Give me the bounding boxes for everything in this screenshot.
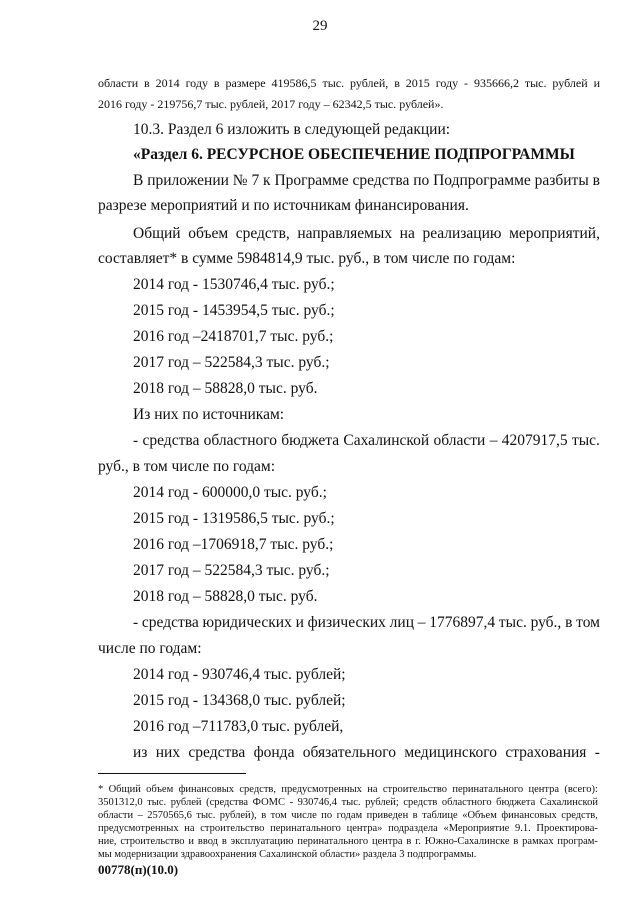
text-line: 2014 год - 600000,0 тыс. руб.;	[133, 484, 327, 501]
footnote-line: 3501312,0 тыс. рублей (средства ФОМС - 930746,4 тыс. рублей; средств областного бюджета Сахалинской	[98, 797, 598, 808]
text-line: области в 2014 году в размере 419586,5 тыс. рублей, в 2015 году - 935666,2 тыс. рублей и	[98, 76, 600, 90]
text-line: 2017 год – 522584,3 тыс. руб.;	[133, 354, 330, 371]
text-line: 10.3. Раздел 6 изложить в следующей редакции:	[133, 121, 451, 138]
footnote-line: * Общий объем финансовых средств, предусмотренных на строительство перинатального центра (всего):	[98, 784, 598, 795]
text-line: 2018 год – 58828,0 тыс. руб.	[133, 588, 318, 605]
text-line: 2017 год – 522584,3 тыс. руб.;	[133, 562, 330, 579]
text-line: 2016 год –1706918,7 тыс. руб.;	[133, 536, 334, 553]
footnote-line: области – 2570565,6 тыс. рублей), в том числе по годам приведен в таблице «Объем финансовых средств,	[98, 810, 598, 821]
text-line: 2016 год –2418701,7 тыс. руб.;	[133, 328, 334, 345]
text-line: 2016 год –711783,0 тыс. рублей,	[133, 718, 344, 735]
footnote-separator	[98, 773, 246, 774]
text-line: «Раздел 6. РЕСУРСНОЕ ОБЕСПЕЧЕНИЕ ПОДПРОГРАММЫ	[133, 146, 575, 163]
text-line: - средства областного бюджета Сахалинской области – 4207917,5 тыс.	[133, 432, 600, 449]
text-line: Общий объем средств, направляемых на реализацию мероприятий,	[133, 225, 600, 242]
text-line: - средства юридических и физических лиц – 1776897,4 тыс. руб., в том	[133, 614, 600, 631]
text-line: Из них по источникам:	[133, 406, 285, 423]
text-line: 2014 год - 1530746,4 тыс. руб.;	[133, 276, 335, 293]
text-line: составляет* в сумме 5984814,9 тыс. руб., в том числе по годам:	[98, 250, 516, 267]
text-line: разрезе мероприятий и по источникам финансирования.	[98, 197, 469, 214]
page-number: 29	[312, 18, 328, 34]
text-line: 2015 год - 1319586,5 тыс. руб.;	[133, 510, 335, 527]
footnote-line: ние, строительство и ввод в эксплуатацию перинатального центра в г. Южно-Сахалинске в рамках програм-	[98, 836, 598, 847]
footnote-line: предусмотренных на строительство перинатального центра» подраздела «Мероприятие 9.1. Проектирова-	[98, 823, 598, 834]
text-line: 2014 год - 930746,4 тыс. рублей;	[133, 666, 346, 683]
text-line: 2015 год - 1453954,5 тыс. руб.;	[133, 302, 335, 319]
text-line: 2015 год - 134368,0 тыс. рублей;	[133, 692, 346, 709]
text-line: числе по годам:	[98, 640, 202, 657]
text-line: из них средства фонда обязательного медицинского страхования -	[133, 744, 600, 761]
footnote	[98, 783, 598, 861]
footnote-line: мы модернизации здравоохранения Сахалинской области» раздела 3 подпрограммы.	[98, 849, 477, 860]
text-line: руб., в том числе по годам:	[98, 458, 276, 475]
text-line: 2016 году - 219756,7 тыс. рублей, 2017 году – 62342,5 тыс. рублей».	[98, 97, 444, 111]
text-line: 2018 год – 58828,0 тыс. руб.	[133, 380, 318, 397]
document-code: 00778(п)(10.0)	[98, 862, 179, 877]
text-line: В приложении № 7 к Программе средства по Подпрограмме разбиты в	[133, 172, 600, 189]
